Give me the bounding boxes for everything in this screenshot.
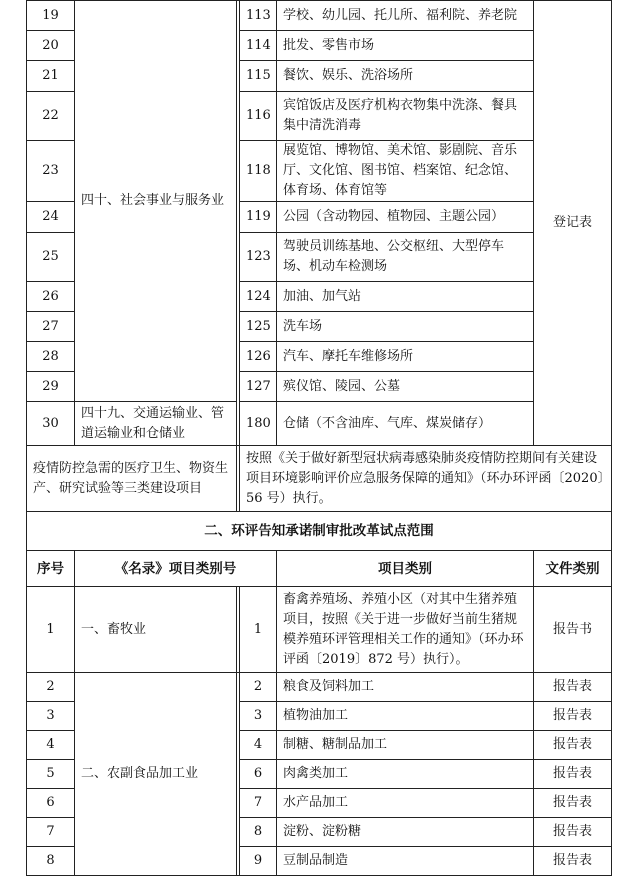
- category-group-cell: 一、畜牧业: [75, 587, 237, 673]
- row-seq: 8: [27, 847, 75, 876]
- row-doc: 报告表: [534, 789, 612, 818]
- table-row: [27, 1, 612, 31]
- row-doc: 报告表: [534, 673, 612, 702]
- row-seq: 6: [27, 789, 75, 818]
- epidemic-row: [27, 446, 612, 512]
- epidemic-label: 疫情防控急需的医疗卫生、物资生产、研究试验等三类建设项目: [27, 446, 237, 512]
- row-code: 9: [240, 847, 277, 876]
- row-seq: 21: [27, 61, 75, 92]
- row-doc: 报告表: [534, 847, 612, 876]
- row-category: 洗车场: [277, 312, 534, 342]
- row-doc: 报告书: [534, 587, 612, 673]
- row-seq: 27: [27, 312, 75, 342]
- row-code: 1: [240, 587, 277, 673]
- row-code: 114: [240, 31, 277, 61]
- row-category: 淀粉、淀粉糖: [277, 818, 534, 847]
- row-seq: 23: [27, 141, 75, 202]
- row-seq: 29: [27, 372, 75, 402]
- row-category: 批发、零售市场: [277, 31, 534, 61]
- row-category: 展览馆、博物馆、美术馆、影剧院、音乐厅、文化馆、图书馆、档案馆、纪念馆、体育场、体育馆等: [277, 141, 534, 202]
- table-row: [27, 673, 612, 702]
- row-doc: 报告表: [534, 760, 612, 789]
- header-doc: 文件类别: [534, 551, 612, 587]
- row-category: 粮食及饲料加工: [277, 673, 534, 702]
- header-category: 项目类别: [277, 551, 534, 587]
- row-seq: 19: [27, 1, 75, 31]
- category-group-cell: 二、农副食品加工业: [75, 673, 237, 876]
- row-code: 8: [240, 818, 277, 847]
- row-category: 水产品加工: [277, 789, 534, 818]
- row-doc: 报告表: [534, 731, 612, 760]
- row-category: 殡仪馆、陵园、公墓: [277, 372, 534, 402]
- row-seq: 3: [27, 702, 75, 731]
- row-code: 2: [240, 673, 277, 702]
- section-title-row: [27, 512, 612, 551]
- row-category: 餐饮、娱乐、洗浴场所: [277, 61, 534, 92]
- category-group-cell: 四十九、交通运输业、管道运输业和仓储业: [75, 402, 237, 446]
- table-row: [27, 402, 612, 446]
- row-seq: 22: [27, 92, 75, 141]
- row-code: 119: [240, 202, 277, 233]
- row-doc: 报告表: [534, 818, 612, 847]
- row-seq: 25: [27, 233, 75, 282]
- row-code: 118: [240, 141, 277, 202]
- row-category: 畜禽养殖场、养殖小区（对其中生猪养殖项目，按照《关于进一步做好当前生猪规模养殖环评管理相关工作的通知》（环办环评函〔2019〕872 号）执行）。: [277, 587, 534, 673]
- row-category: 制糖、糖制品加工: [277, 731, 534, 760]
- row-code: 180: [240, 402, 277, 446]
- row-code: 126: [240, 342, 277, 372]
- row-code: 124: [240, 282, 277, 312]
- row-code: 6: [240, 760, 277, 789]
- row-category: 豆制品制造: [277, 847, 534, 876]
- table-row: [27, 587, 612, 673]
- row-code: 113: [240, 1, 277, 31]
- section-title: 二、环评告知承诺制审批改革试点范围: [27, 512, 612, 551]
- row-seq: 1: [27, 587, 75, 673]
- row-code: 127: [240, 372, 277, 402]
- row-code: 125: [240, 312, 277, 342]
- row-category: 宾馆饭店及医疗机构衣物集中洗涤、餐具集中清洗消毒: [277, 92, 534, 141]
- header-catalog: 《名录》项目类别号: [75, 551, 277, 587]
- row-code: 115: [240, 61, 277, 92]
- row-seq: 7: [27, 818, 75, 847]
- row-seq: 2: [27, 673, 75, 702]
- row-code: 116: [240, 92, 277, 141]
- row-seq: 20: [27, 31, 75, 61]
- epidemic-text: 按照《关于做好新型冠状病毒感染肺炎疫情防控期间有关建设项目环境影响评价应急服务保障的通知》（环办环评函〔2020〕56 号）执行。: [240, 446, 612, 512]
- row-category: 植物油加工: [277, 702, 534, 731]
- row-category: 加油、加气站: [277, 282, 534, 312]
- row-code: 123: [240, 233, 277, 282]
- row-seq: 24: [27, 202, 75, 233]
- row-seq: 28: [27, 342, 75, 372]
- row-code: 4: [240, 731, 277, 760]
- row-category: 仓储（不含油库、气库、煤炭储存）: [277, 402, 534, 446]
- table-header-row: [27, 551, 612, 587]
- doc-type-cell: 登记表: [534, 1, 612, 446]
- row-code: 3: [240, 702, 277, 731]
- row-category: 公园（含动物园、植物园、主题公园）: [277, 202, 534, 233]
- row-seq: 4: [27, 731, 75, 760]
- row-code: 7: [240, 789, 277, 818]
- row-seq: 30: [27, 402, 75, 446]
- category-group-cell: 四十、社会事业与服务业: [75, 1, 237, 402]
- row-doc: 报告表: [534, 702, 612, 731]
- row-category: 汽车、摩托车维修场所: [277, 342, 534, 372]
- row-seq: 26: [27, 282, 75, 312]
- row-category: 肉禽类加工: [277, 760, 534, 789]
- row-category: 驾驶员训练基地、公交枢纽、大型停车场、机动车检测场: [277, 233, 534, 282]
- eia-scope-table: [26, 0, 612, 876]
- row-seq: 5: [27, 760, 75, 789]
- row-category: 学校、幼儿园、托儿所、福利院、养老院: [277, 1, 534, 31]
- header-seq: 序号: [27, 551, 75, 587]
